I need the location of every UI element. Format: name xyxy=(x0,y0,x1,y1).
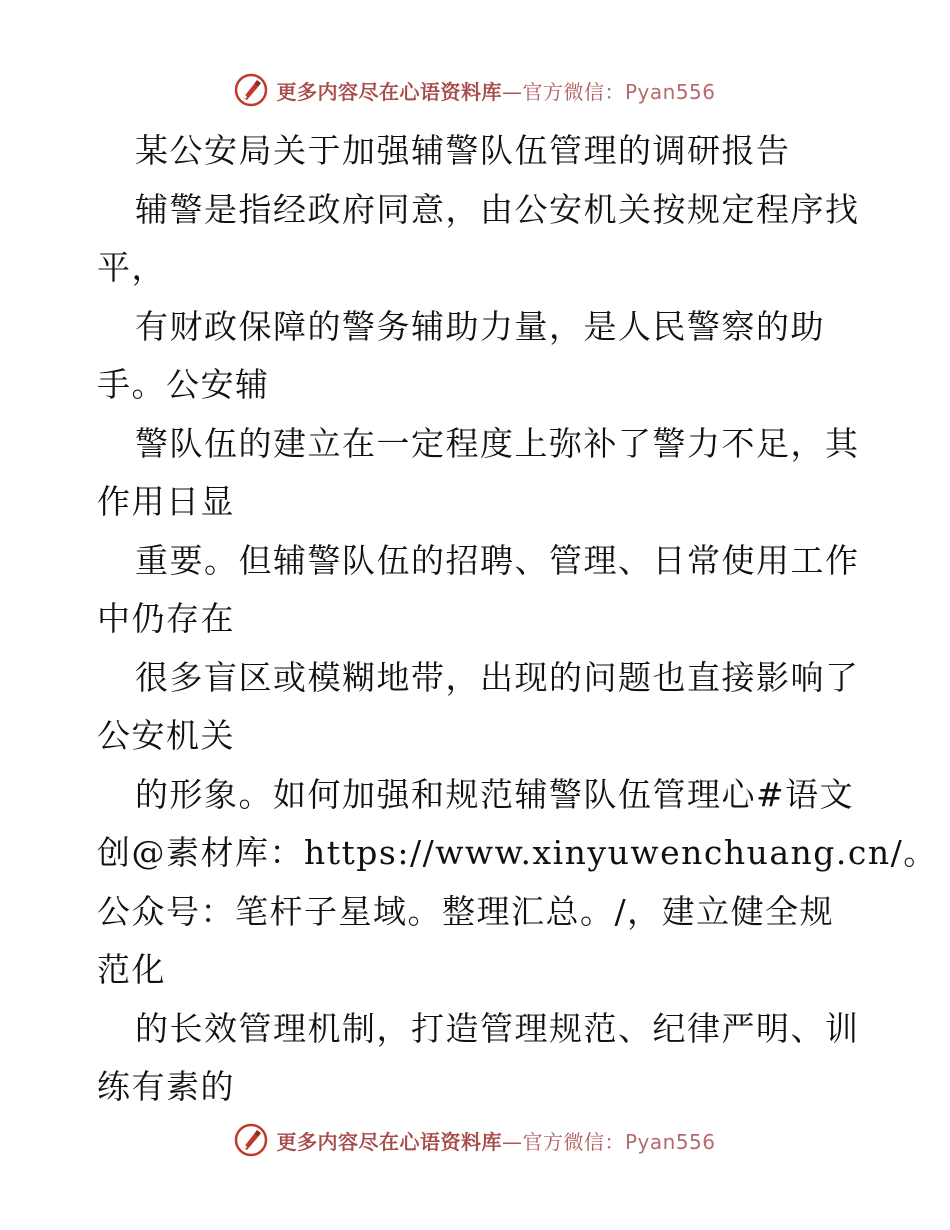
footer-brand: 更多内容尽在心语资料库 xyxy=(276,1129,502,1154)
paragraph-line-url: 创@素材库：https://www.xinyuwenchuang.cn/。 xyxy=(97,833,938,872)
paragraph-line: 警队伍的建立在一定程度上弥补了警力不足，其 xyxy=(135,423,860,463)
document-title: 某公安局关于加强辅警队伍管理的调研报告 xyxy=(135,131,791,170)
paragraph-line: 平， xyxy=(97,248,166,287)
paragraph-line: 有财政保障的警务辅助力量，是人民警察的助 xyxy=(135,306,825,346)
header-wechat-label: 官方微信： xyxy=(522,79,625,104)
paragraph-line: 的形象。如何加强和规范辅警队伍管理心#语文 xyxy=(135,774,855,814)
header-wechat-id: Pyan556 xyxy=(624,79,716,104)
paragraph-line: 公众号：笔杆子星域。整理汇总。/，建立健全规 xyxy=(97,891,835,931)
paragraph-line: 练有素的 xyxy=(97,1067,235,1106)
paragraph-line: 辅警是指经政府同意，由公安机关按规定程序找 xyxy=(135,189,860,229)
pen-nib-logo-icon xyxy=(234,1123,268,1157)
paragraph-line: 重要。但辅警队伍的招聘、管理、日常使用工作 xyxy=(135,540,860,580)
paragraph-line: 公安机关 xyxy=(97,716,235,755)
paragraph-line: 手。公安辅 xyxy=(97,365,270,404)
footer-separator: — xyxy=(501,1129,523,1154)
header-brand: 更多内容尽在心语资料库 xyxy=(276,79,502,104)
header-banner-text xyxy=(276,76,715,105)
paragraph-line: 作用日显 xyxy=(97,482,235,521)
footer-banner xyxy=(0,1120,950,1160)
pen-nib-logo-icon xyxy=(234,73,268,107)
footer-wechat-id: Pyan556 xyxy=(624,1129,716,1154)
footer-wechat-label: 官方微信： xyxy=(522,1129,625,1154)
header-banner xyxy=(0,70,950,110)
document-body xyxy=(97,122,938,1117)
paragraph-line: 的长效管理机制，打造管理规范、纪律严明、训 xyxy=(135,1008,860,1048)
paragraph-line: 范化 xyxy=(97,950,166,989)
paragraph-line: 很多盲区或模糊地带，出现的问题也直接影响了 xyxy=(135,657,860,697)
paragraph-line: 中仍存在 xyxy=(97,599,235,638)
header-separator: — xyxy=(501,79,523,104)
footer-banner-text xyxy=(276,1126,715,1155)
